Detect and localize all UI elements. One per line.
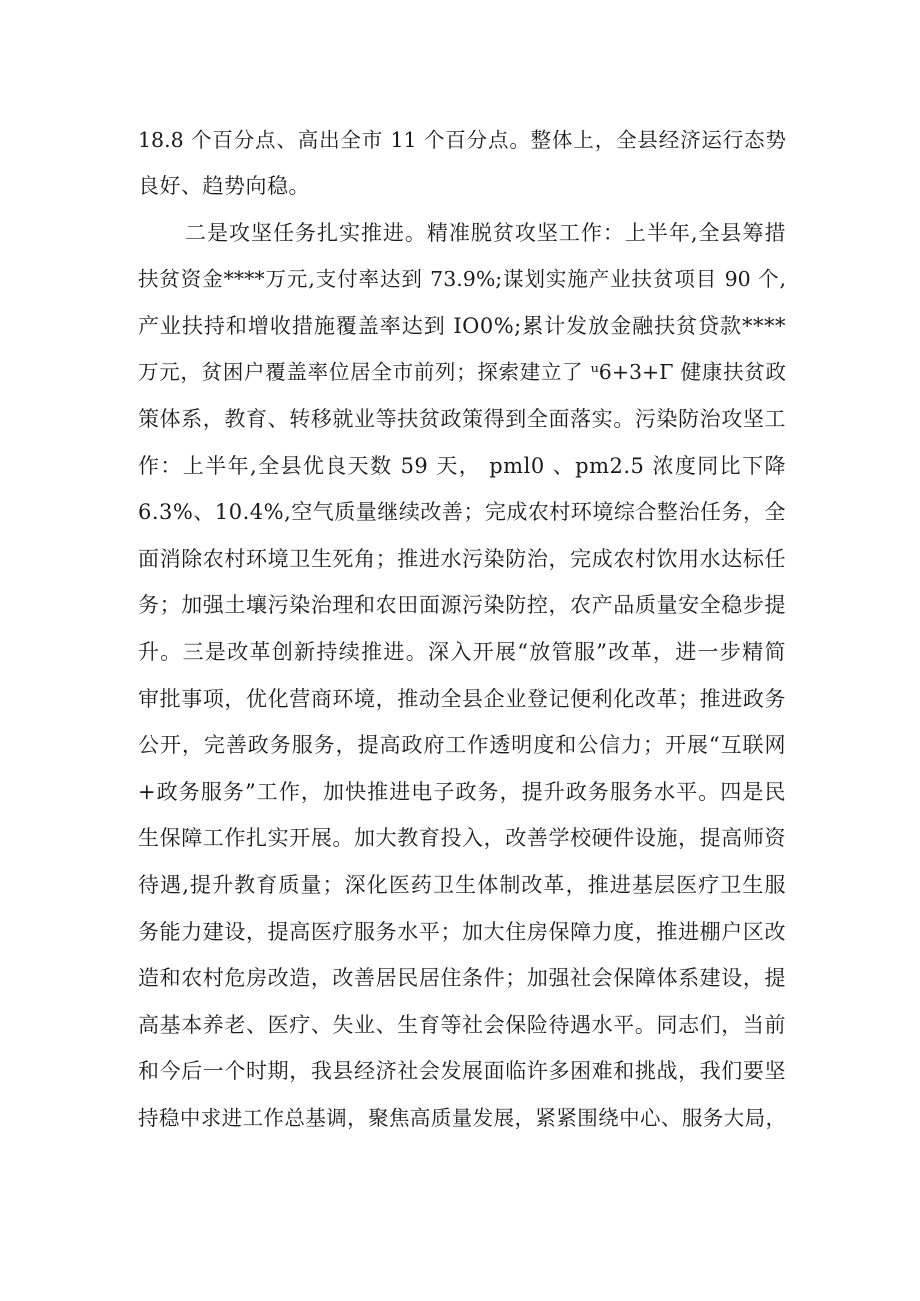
text-line: 扶贫资金****万元,支付率达到 73.9%;谋划实施产业扶贫项目 90 个, xyxy=(138,267,786,291)
text-line: +政务服务”工作，加快推进电子政务，提升政务服务水平。四是民 xyxy=(138,780,786,804)
text-line: 面消除农村环境卫生死角；推进水污染防治，完成农村饮用水达标任 xyxy=(138,547,786,571)
text-line: 生保障工作扎实开展。加大教育投入，改善学校硬件设施，提高师资 xyxy=(138,826,786,850)
text-line: 良好、趋势向稳。 xyxy=(138,174,310,198)
text-line: 作：上半年,全县优良天数 59 天， pml0 、pm2.5 浓度同比下降 xyxy=(138,454,786,478)
text-line: 高基本养老、医疗、失业、生育等社会保险待遇水平。同志们，当前 xyxy=(138,1013,786,1037)
text-line: 待遇,提升教育质量；深化医药卫生体制改革，推进基层医疗卫生服 xyxy=(138,873,786,897)
text-line: 18.8 个百分点、高出全市 11 个百分点。整体上，全县经济运行态势 xyxy=(138,128,786,152)
text-line: 6.3%、10.4%,空气质量继续改善；完成农村环境综合整治任务，全 xyxy=(138,500,786,524)
text-line: 和今后一个时期，我县经济社会发展面临许多困难和挑战，我们要坚 xyxy=(138,1059,786,1083)
paragraph-start-line: 二是攻坚任务扎实推进。精准脱贫攻坚工作：上半年,全县筹措 xyxy=(185,221,786,245)
text-line: 造和农村危房改造，改善居民居住条件；加强社会保障体系建设，提 xyxy=(138,966,786,990)
text-line: 审批事项，优化营商环境，推动全县企业登记便利化改革；推进政务 xyxy=(138,687,786,711)
text-line: 万元，贫困户覆盖率位居全市前列；探索建立了 ᵘ6+3+Γ 健康扶贫政 xyxy=(138,360,786,384)
text-line: 务能力建设，提高医疗服务水平；加大住房保障力度，推进棚户区改 xyxy=(138,920,786,944)
text-line: 公开，完善政务服务，提高政府工作透明度和公信力；开展“互联网 xyxy=(138,733,786,757)
text-line: 升。三是改革创新持续推进。深入开展“放管服”改革，进一步精简 xyxy=(138,640,786,664)
text-line: 策体系，教育、转移就业等扶贫政策得到全面落实。污染防治攻坚工 xyxy=(138,407,786,431)
text-line: 持稳中求进工作总基调，聚焦高质量发展，紧紧围绕中心、服务大局， xyxy=(138,1106,786,1130)
text-line: 务；加强土壤污染治理和农田面源污染防控，农产品质量安全稳步提 xyxy=(138,593,786,617)
text-line: 产业扶持和增收措施覆盖率达到 IO0%;累计发放金融扶贫贷款**** xyxy=(138,314,786,338)
